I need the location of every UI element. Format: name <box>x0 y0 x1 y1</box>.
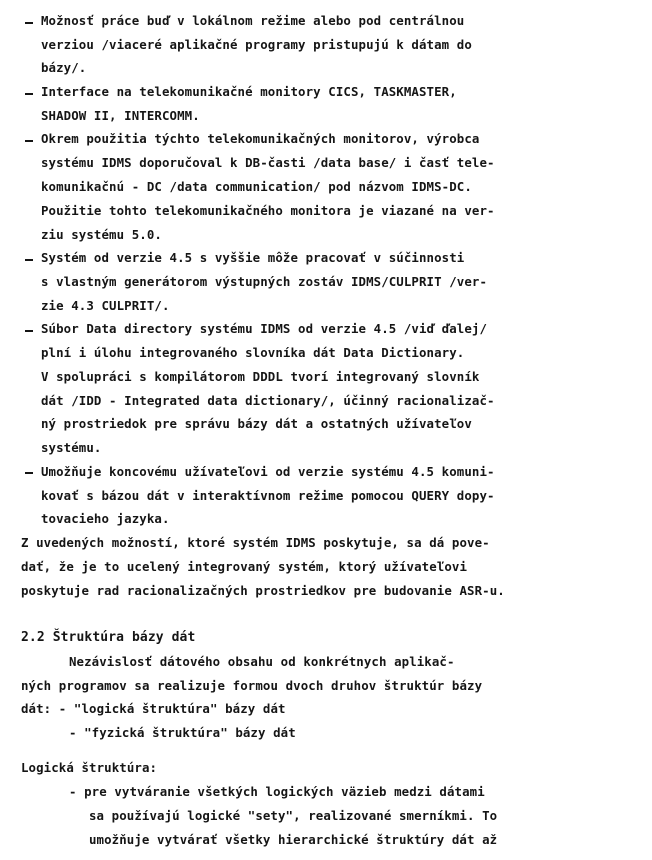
text-line: tovacieho jazyka. <box>41 511 170 526</box>
text-line: dát /IDD - Integrated data dictionary/, účinný racionalizač- <box>41 393 495 408</box>
text-line: kovať s bázou dát v interaktívnom režime pomocou QUERY dopy- <box>41 488 495 503</box>
text-line: verziou /viaceré aplikačné programy pristupujú k dátam do <box>41 37 472 52</box>
text-line: ných programov sa realizuje formou dvoch druhov štruktúr bázy <box>21 678 483 693</box>
text-line: Použitie tohto telekomunikačného monitora je viazané na ver- <box>41 203 495 218</box>
text-line: dát: - "logická štruktúra" bázy dát <box>21 701 286 716</box>
text-line: systému IDMS doporučoval k DB-časti /data base/ i časť tele- <box>41 155 495 170</box>
text-line: umožňuje vytvárať všetky hierarchické štruktúry dát až <box>89 832 498 847</box>
text-line: Interface na telekomunikačné monitory CICS, TASKMASTER, <box>41 84 457 99</box>
text-line: - "fyzická štruktúra" bázy dát <box>69 725 296 740</box>
text-line: zie 4.3 CULPRIT/. <box>41 298 170 313</box>
text-line: poskytuje rad racionalizačných prostriedkov pre budovanie ASR-u. <box>21 583 505 598</box>
text-line: bázy/. <box>41 60 87 75</box>
text-line: sa používajú logické "sety", realizované smerníkmi. To <box>89 808 498 823</box>
text-line: systému. <box>41 440 102 455</box>
text-line: Z uvedených možností, ktoré systém IDMS poskytuje, sa dá pove- <box>21 535 490 550</box>
text-line: Okrem použitia týchto telekomunikačných monitorov, výrobca <box>41 131 480 146</box>
text-line: ziu systému 5.0. <box>41 227 162 242</box>
text-line: Nezávislosť dátového obsahu od konkrétnych aplikač- <box>69 654 455 669</box>
text-line: plní i úlohu integrovaného slovníka dát Data Dictionary. <box>41 345 465 360</box>
list-bullet-dash <box>25 472 33 474</box>
text-line: komunikačnú - DC /data communication/ pod názvom IDMS-DC. <box>41 179 472 194</box>
text-line: ný prostriedok pre správu bázy dát a ostatných užívateľov <box>41 416 472 431</box>
list-bullet-dash <box>25 22 33 24</box>
list-bullet-dash <box>25 330 33 332</box>
text-line: - pre vytváranie všetkých logických väzieb medzi dátami <box>69 784 485 799</box>
text-line: Súbor Data directory systému IDMS od verzie 4.5 /viď ďalej/ <box>41 321 488 336</box>
text-line: Systém od verzie 4.5 s vyššie môže pracovať v súčinnosti <box>41 250 465 265</box>
text-line: dať, že je to ucelený integrovaný systém, ktorý užívateľovi <box>21 559 468 574</box>
text-line: Logická štruktúra: <box>21 760 158 775</box>
list-bullet-dash <box>25 93 33 95</box>
text-line: Umožňuje koncovému užívateľovi od verzie systému 4.5 komuni- <box>41 464 495 479</box>
list-bullet-dash <box>25 140 33 142</box>
section-heading: 2.2 Štruktúra bázy dát <box>21 630 196 645</box>
text-line: SHADOW II, INTERCOMM. <box>41 108 200 123</box>
text-line: Možnosť práce buď v lokálnom režime alebo pod centrálnou <box>41 13 465 28</box>
text-line: V spolupráci s kompilátorom DDDL tvorí integrovaný slovník <box>41 369 480 384</box>
list-bullet-dash <box>25 259 33 261</box>
text-line: s vlastným generátorom výstupných zostáv IDMS/CULPRIT /ver- <box>41 274 488 289</box>
